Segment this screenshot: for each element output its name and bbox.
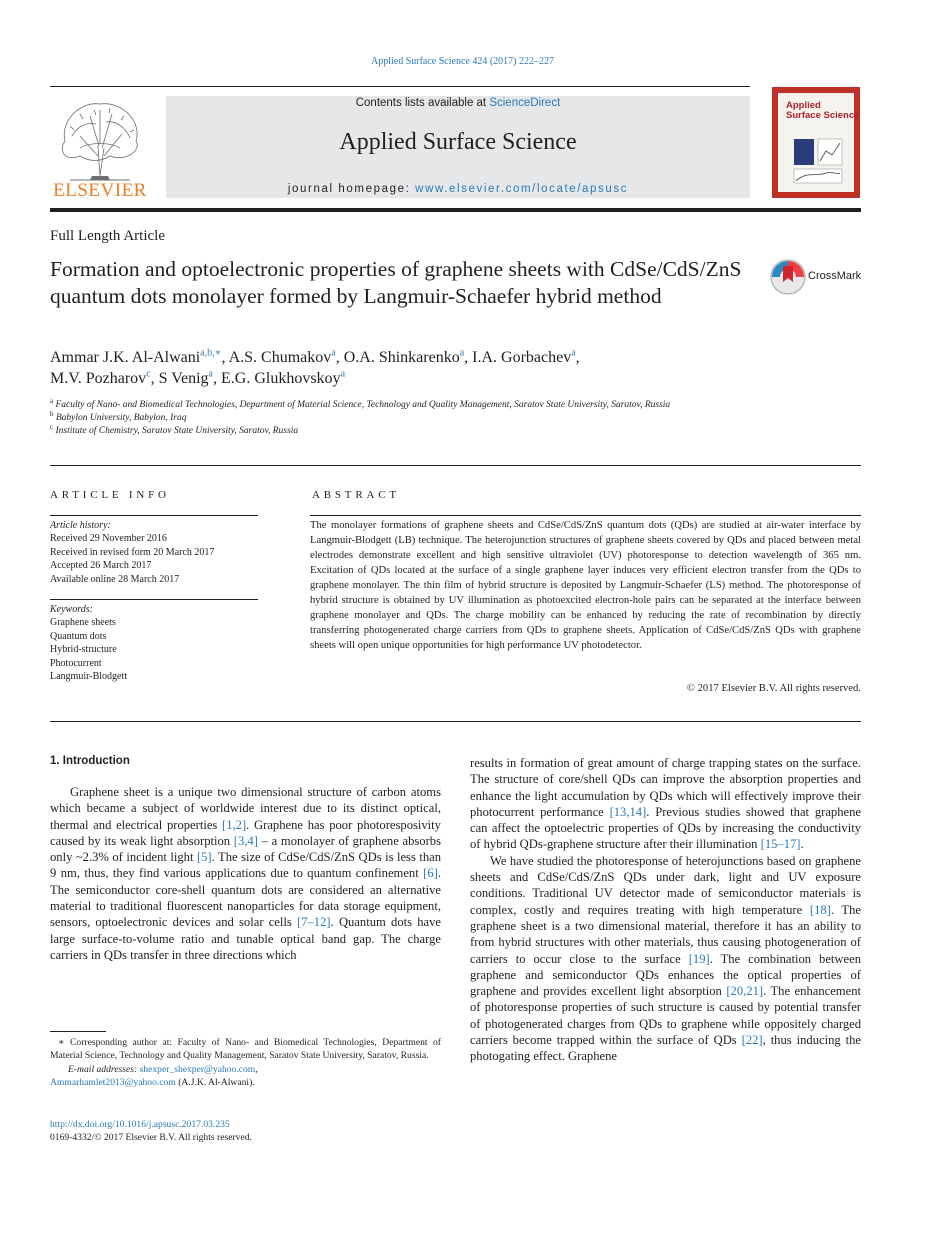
homepage-link[interactable]: www.elsevier.com/locate/apsusc <box>415 183 629 195</box>
header-rule <box>50 86 750 87</box>
body-text: . The semiconductor core-shell quantum dots are considered an alternative material to traditional fluorescent nanoparticles for data storage equipment, sensors, optoelectronic devices and solar cells <box>50 866 441 930</box>
affiliation <box>50 422 750 438</box>
body-text: results in formation of great amount of charge trapping states on the surface. The structure of core/shell QDs can improve the absorption properties and enhance the light accumulation by QDs which will effectively improve their photocurrent performance <box>470 756 861 819</box>
reference-link[interactable]: [18] <box>809 902 831 917</box>
history-label: Article history: <box>50 520 111 531</box>
author-name: A.S. Chumakov <box>228 349 332 366</box>
author-name: I.A. Gorbachev <box>472 349 572 366</box>
article-info-heading: ARTICLE INFO <box>50 489 170 501</box>
section-heading-introduction: 1. Introduction <box>50 755 130 767</box>
email-label: E-mail addresses: <box>68 1063 140 1075</box>
abstract-rule <box>310 515 861 516</box>
journal-title: Applied Surface Science <box>339 129 577 155</box>
author-separator: , <box>221 349 229 366</box>
author-affiliation-mark[interactable]: a <box>208 368 213 380</box>
email-separator: , <box>255 1063 258 1075</box>
reference-link[interactable]: [5] <box>196 850 212 865</box>
reference-link[interactable]: [13,14] <box>609 804 647 819</box>
crossmark-label[interactable]: CrossMark <box>808 270 862 282</box>
affiliation-mark: c <box>50 422 54 431</box>
reference-link[interactable]: [1,2] <box>222 817 247 832</box>
keyword: Graphene sheets <box>50 617 116 629</box>
affiliation-mark: b <box>50 409 54 418</box>
footnote-text: Corresponding author at: Faculty of Nano- and Biomedical Technologies, Department of Material Science, Technology and Quality Management, Saratov State University, Saratov, Russia. <box>50 1037 441 1062</box>
cover-figure-icon <box>792 137 844 185</box>
keyword: Photocurrent <box>50 657 102 669</box>
affiliation <box>50 409 750 425</box>
body-text: . The size of CdSe/CdS/ZnS QDs is less than 9 nm, thus, they find various applications due to quantum confinement <box>50 850 441 881</box>
homepage-prefix: journal homepage: <box>287 183 416 195</box>
history-item: Received in revised form 20 March 2017 <box>50 546 215 558</box>
body-column-right <box>470 755 861 1065</box>
article-info-rule <box>50 515 258 516</box>
reference-link[interactable]: [22] <box>741 1033 763 1048</box>
body-text: We have studied the photoresponse of heterojunctions based on graphene sheets and CdSe/CdS/ZnS QDs under dark, light and UV exposure conditions. Traditional UV detector made of semiconductor materials is complex, costly and requires treating with high temperature <box>470 853 861 917</box>
sciencedirect-link[interactable]: ScienceDirect <box>489 97 561 109</box>
article-type: Full Length Article <box>50 228 165 244</box>
body-paragraph <box>470 853 861 1065</box>
journal-cover-thumbnail[interactable] <box>772 87 860 198</box>
header-thick-rule <box>50 208 861 212</box>
keyword: Quantum dots <box>50 630 107 642</box>
affiliation-text: Institute of Chemistry, Saratov State University, Saratov, Russia <box>53 426 299 436</box>
author-affiliation-mark[interactable]: a <box>331 347 336 359</box>
reference-link[interactable]: [6] <box>423 866 438 881</box>
contents-line <box>166 97 750 109</box>
body-text: . Previous studies showed that graphene can affect the optoelectric properties of QDs by increasing the conductivity of hybrid QDs-graphene structure after their illumination <box>470 804 861 852</box>
history-item: Available online 28 March 2017 <box>50 573 180 585</box>
email-owner: (A.J.K. Al-Alwani). <box>175 1077 255 1089</box>
affiliation-text: Babylon University, Babylon, Iraq <box>53 413 187 423</box>
affiliation <box>50 396 750 412</box>
affiliations <box>50 396 750 438</box>
keyword: Langmuir-Blodgett <box>50 671 128 683</box>
elsevier-wordmark: ELSEVIER <box>53 180 147 201</box>
body-paragraph <box>470 755 861 853</box>
body-text: Graphene sheet is a unique two dimensional structure of carbon atoms which became a subject of worldwide interest due to its distinct optical, thermal and electrical properties <box>50 785 441 832</box>
reference-link[interactable]: [19] <box>688 951 710 966</box>
author-separator: , <box>150 370 159 387</box>
abstract-text: The monolayer formations of graphene sheets and CdSe/CdS/ZnS quantum dots (QDs) are studied at air-water interface by Langmuir-Blodgett (LB) technique. The heterojunction structures of graphene sheets covered by QDs and placed between metal electrodes demonstrate excellent and high sensitive ultraviolet (UV) photoresponse to detection wavelength of 365 nm. Excitation of QDs located at the surface of a single graphene layer induces very efficient electron transfer from the QDs to graphene monolayer. The thin film of hybrid structure is deposited by Langmuir-Schaefer (LS) method. The photoresponse of hybrid structure is obtained by UV illumination as photoexcited electron-hole pairs can be separated at the interface between graphene monolayer and QDs. The charge mobility can be enhanced by reducing the rate of recombination by directly transferring photogenerated charge carriers from QDs to graphene sheets. Application of CdSe/CdS/ZnS QDs with graphene sheets will open unique opportunities for high performance UV photodetector. <box>310 520 861 651</box>
author-list <box>50 347 810 389</box>
body-text: . The combination between graphene and semiconductor QDs enhances the optical properties of graphene and provides excellent light absorption <box>470 951 862 999</box>
body-text: . Graphene has poor photoresposivity caused by its weak light absorption <box>50 817 441 848</box>
cover-title-line-2: Surface Science <box>786 110 860 121</box>
author-affiliation-mark[interactable]: a <box>459 347 465 359</box>
reference-link[interactable]: [7–12] <box>297 915 331 930</box>
homepage-line <box>166 183 750 195</box>
author-separator: , <box>335 349 344 366</box>
author-separator: , <box>464 349 473 366</box>
author-affiliation-mark[interactable]: a <box>571 347 576 359</box>
affiliation-text: Faculty of Nano- and Biomedical Technologies, Department of Material Science, Technology and Quality Management, Saratov State University, Saratov, Russia <box>53 400 671 410</box>
info-rule-top <box>50 465 861 466</box>
paper-title: Formation and optoelectronic properties of graphene sheets with CdSe/CdS/ZnS quantum dots monolayer formed by Langmuir-Schaefer hybrid method <box>50 257 742 308</box>
author-name: S Venig <box>158 370 209 387</box>
abstract-copyright: © 2017 Elsevier B.V. All rights reserved. <box>686 683 861 694</box>
journal-citation[interactable]: Applied Surface Science 424 (2017) 222–227 <box>370 56 554 67</box>
issn-line: 0169-4332/© 2017 Elsevier B.V. All rights reserved. <box>50 1132 252 1143</box>
reference-link[interactable]: [15–17] <box>760 837 801 852</box>
author-affiliation-mark[interactable]: a <box>340 368 346 380</box>
email-link-1[interactable]: shexper_shexper@yahoo.com <box>139 1063 256 1075</box>
corresponding-author-footnote <box>50 1036 441 1090</box>
footnote-star: ∗ <box>58 1037 65 1048</box>
author-separator: , <box>575 349 580 366</box>
history-item: Accepted 26 March 2017 <box>50 560 152 572</box>
reference-link[interactable]: [20,21] <box>726 984 764 999</box>
doi-link[interactable]: http://dx.doi.org/10.1016/j.apsusc.2017.03.235 <box>50 1119 230 1130</box>
author-separator: , <box>213 370 221 387</box>
keyword: Hybrid-structure <box>50 644 117 656</box>
reference-link[interactable]: [3,4] <box>233 833 258 848</box>
body-text: . The enhancement of photoresponse properties of such structure is caused by potential transfer of photogenerated charges from QDs to graphene while oppositely charged carriers become trapped within the surface of QDs <box>470 984 861 1048</box>
body-text: , thus inducing the photogating effect. Graphene <box>470 1033 861 1064</box>
article-history <box>50 519 260 586</box>
cover-title-line-1: Applied <box>786 100 821 111</box>
history-item: Received 29 November 2016 <box>50 533 167 545</box>
author-name: Ammar J.K. Al-Alwani <box>50 349 201 366</box>
info-rule-bottom <box>50 721 861 722</box>
body-text: – a monolayer of graphene absorbs only ~2.3% of incident light <box>50 833 441 865</box>
contents-prefix: Contents lists available at <box>355 97 490 109</box>
keywords <box>50 603 260 683</box>
affiliation-mark: a <box>50 396 54 405</box>
keywords-label: Keywords: <box>50 604 93 615</box>
body-text: . The graphene sheet is a two dimensional material, therefore it has an ability to from hybrid structures with other materials, thus causing photogeneration of carriers to occur close to the surface <box>470 902 862 966</box>
journal-header-box <box>166 96 750 198</box>
author-name: E.G. Glukhovskoy <box>221 370 341 387</box>
body-text: . Quantum dots have large surface-to-volume ratio and tunable optical band gap. The charge carriers in QDs transfer in three directions which <box>50 915 441 962</box>
abstract-heading: ABSTRACT <box>312 489 400 501</box>
author-name: M.V. Pozharov <box>50 370 147 387</box>
author-affiliation-mark[interactable]: a,b,∗ <box>200 347 222 359</box>
body-text: . <box>800 837 804 852</box>
cover-title <box>786 101 859 121</box>
footnote-rule <box>50 1031 106 1032</box>
email-link-2[interactable]: Ammarhamlet2013@yahoo.com <box>50 1077 176 1089</box>
body-column-left <box>50 784 441 963</box>
keywords-rule <box>50 599 258 600</box>
author-affiliation-mark[interactable]: c <box>146 368 151 380</box>
author-name: O.A. Shinkarenko <box>343 349 460 366</box>
